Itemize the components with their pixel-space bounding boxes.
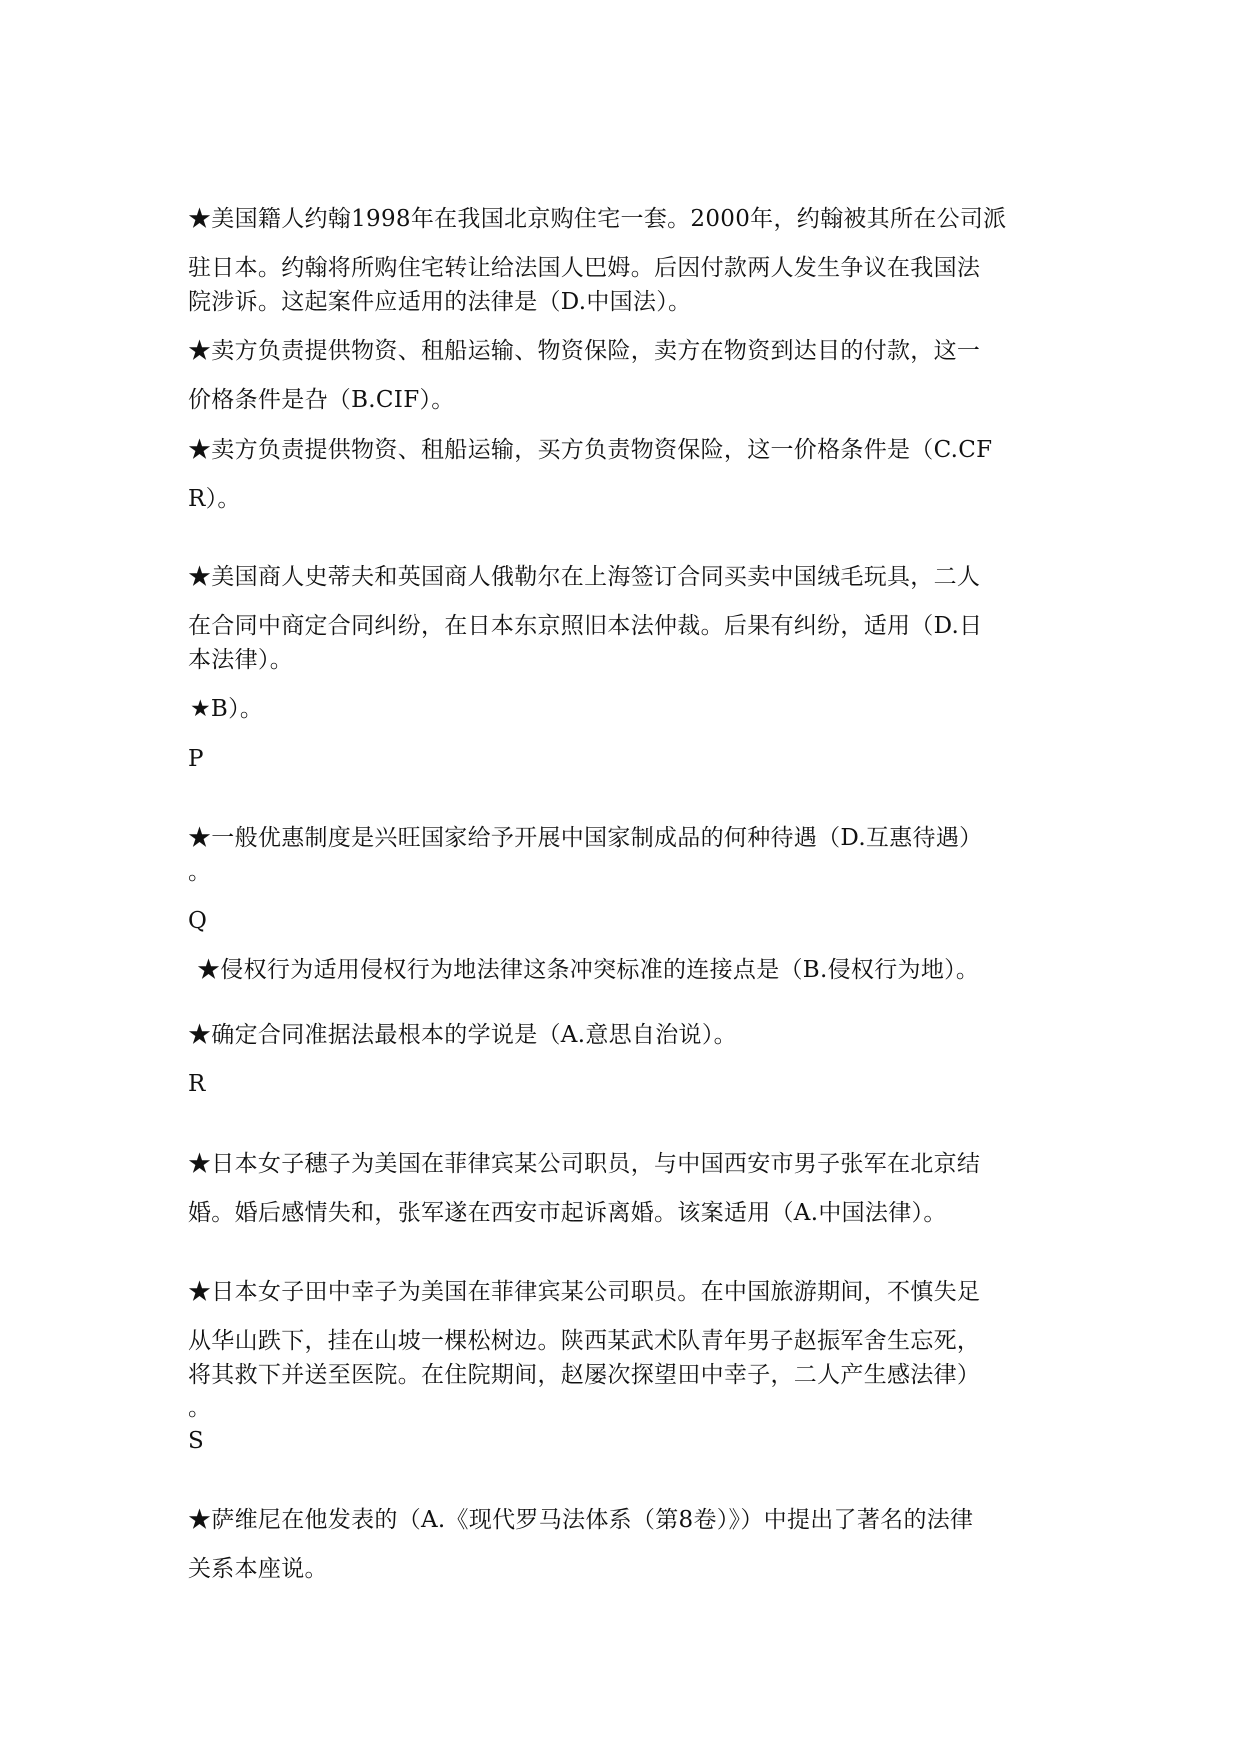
text-line: ★B）。 xyxy=(190,696,264,722)
text-line: 将其救下并送至医院。在住院期间，赵屡次探望田中幸子，二人产生感法律） xyxy=(188,1362,981,1388)
text-line: R）。 xyxy=(188,486,241,512)
text-line: 驻日本。约翰将所购住宅转让给法国人巴姆。后因付款两人发生争议在我国法 xyxy=(188,255,981,281)
text-line: ★美国籍人约翰1998年在我国北京购住宅一套。2000年，约翰被其所在公司派 xyxy=(188,206,1007,232)
text-line: ★日本女子穗子为美国在菲律宾某公司职员，与中国西安市男子张军在北京结 xyxy=(188,1151,981,1177)
text-line: ★确定合同准据法最根本的学说是（A.意思自治说）。 xyxy=(188,1022,737,1048)
text-line: ★卖方负责提供物资、租船运输，买方负责物资保险，这一价格条件是（C.CF xyxy=(188,437,993,463)
text-line: 价格条件是叴（B.CIF）。 xyxy=(188,387,455,413)
text-line: 关系本座说。 xyxy=(188,1556,328,1582)
text-line: 在合同中商定合同纠纷，在日本东京照旧本法仲裁。后果有纠纷，适用（D.日 xyxy=(188,613,983,639)
section-letter: Q xyxy=(188,908,208,934)
section-letter: P xyxy=(188,746,204,772)
text-line: ★一般优惠制度是兴旺国家给予开展中国家制成品的何种待遇（D.互惠待遇） xyxy=(188,825,983,851)
text-line: ★美国商人史蒂夫和英国商人俄勒尔在上海签订合同买卖中国绒毛玩具，二人 xyxy=(188,564,981,590)
text-line: ★卖方负责提供物资、租船运输、物资保险，卖方在物资到达目的付款，这一 xyxy=(188,338,981,364)
text-line: ★侵权行为适用侵权行为地法律这条冲突标准的连接点是（B.侵权行为地）。 xyxy=(197,957,980,983)
text-line: 院涉诉。这起案件应适用的法律是（D.中国法）。 xyxy=(188,289,692,315)
text-line: 本法律）。 xyxy=(188,647,293,673)
text-line: 从华山跌下，挂在山坡一棵松树边。陕西某武术队青年男子赵振军舍生忘死， xyxy=(188,1328,981,1354)
text-line: ★萨维尼在他发表的（A.《现代罗马法体系（第8卷）》）中提出了著名的法律 xyxy=(188,1507,974,1533)
section-letter: S xyxy=(188,1428,205,1454)
text-line: 。 xyxy=(188,859,212,885)
text-line: 。 xyxy=(188,1395,212,1421)
text-line: 婚。婚后感情失和，张军遂在西安市起诉离婚。该案适用（A.中国法律）。 xyxy=(188,1200,947,1226)
section-letter: R xyxy=(188,1071,206,1097)
text-line: ★日本女子田中幸子为美国在菲律宾某公司职员。在中国旅游期间，不慎失足 xyxy=(188,1279,981,1305)
